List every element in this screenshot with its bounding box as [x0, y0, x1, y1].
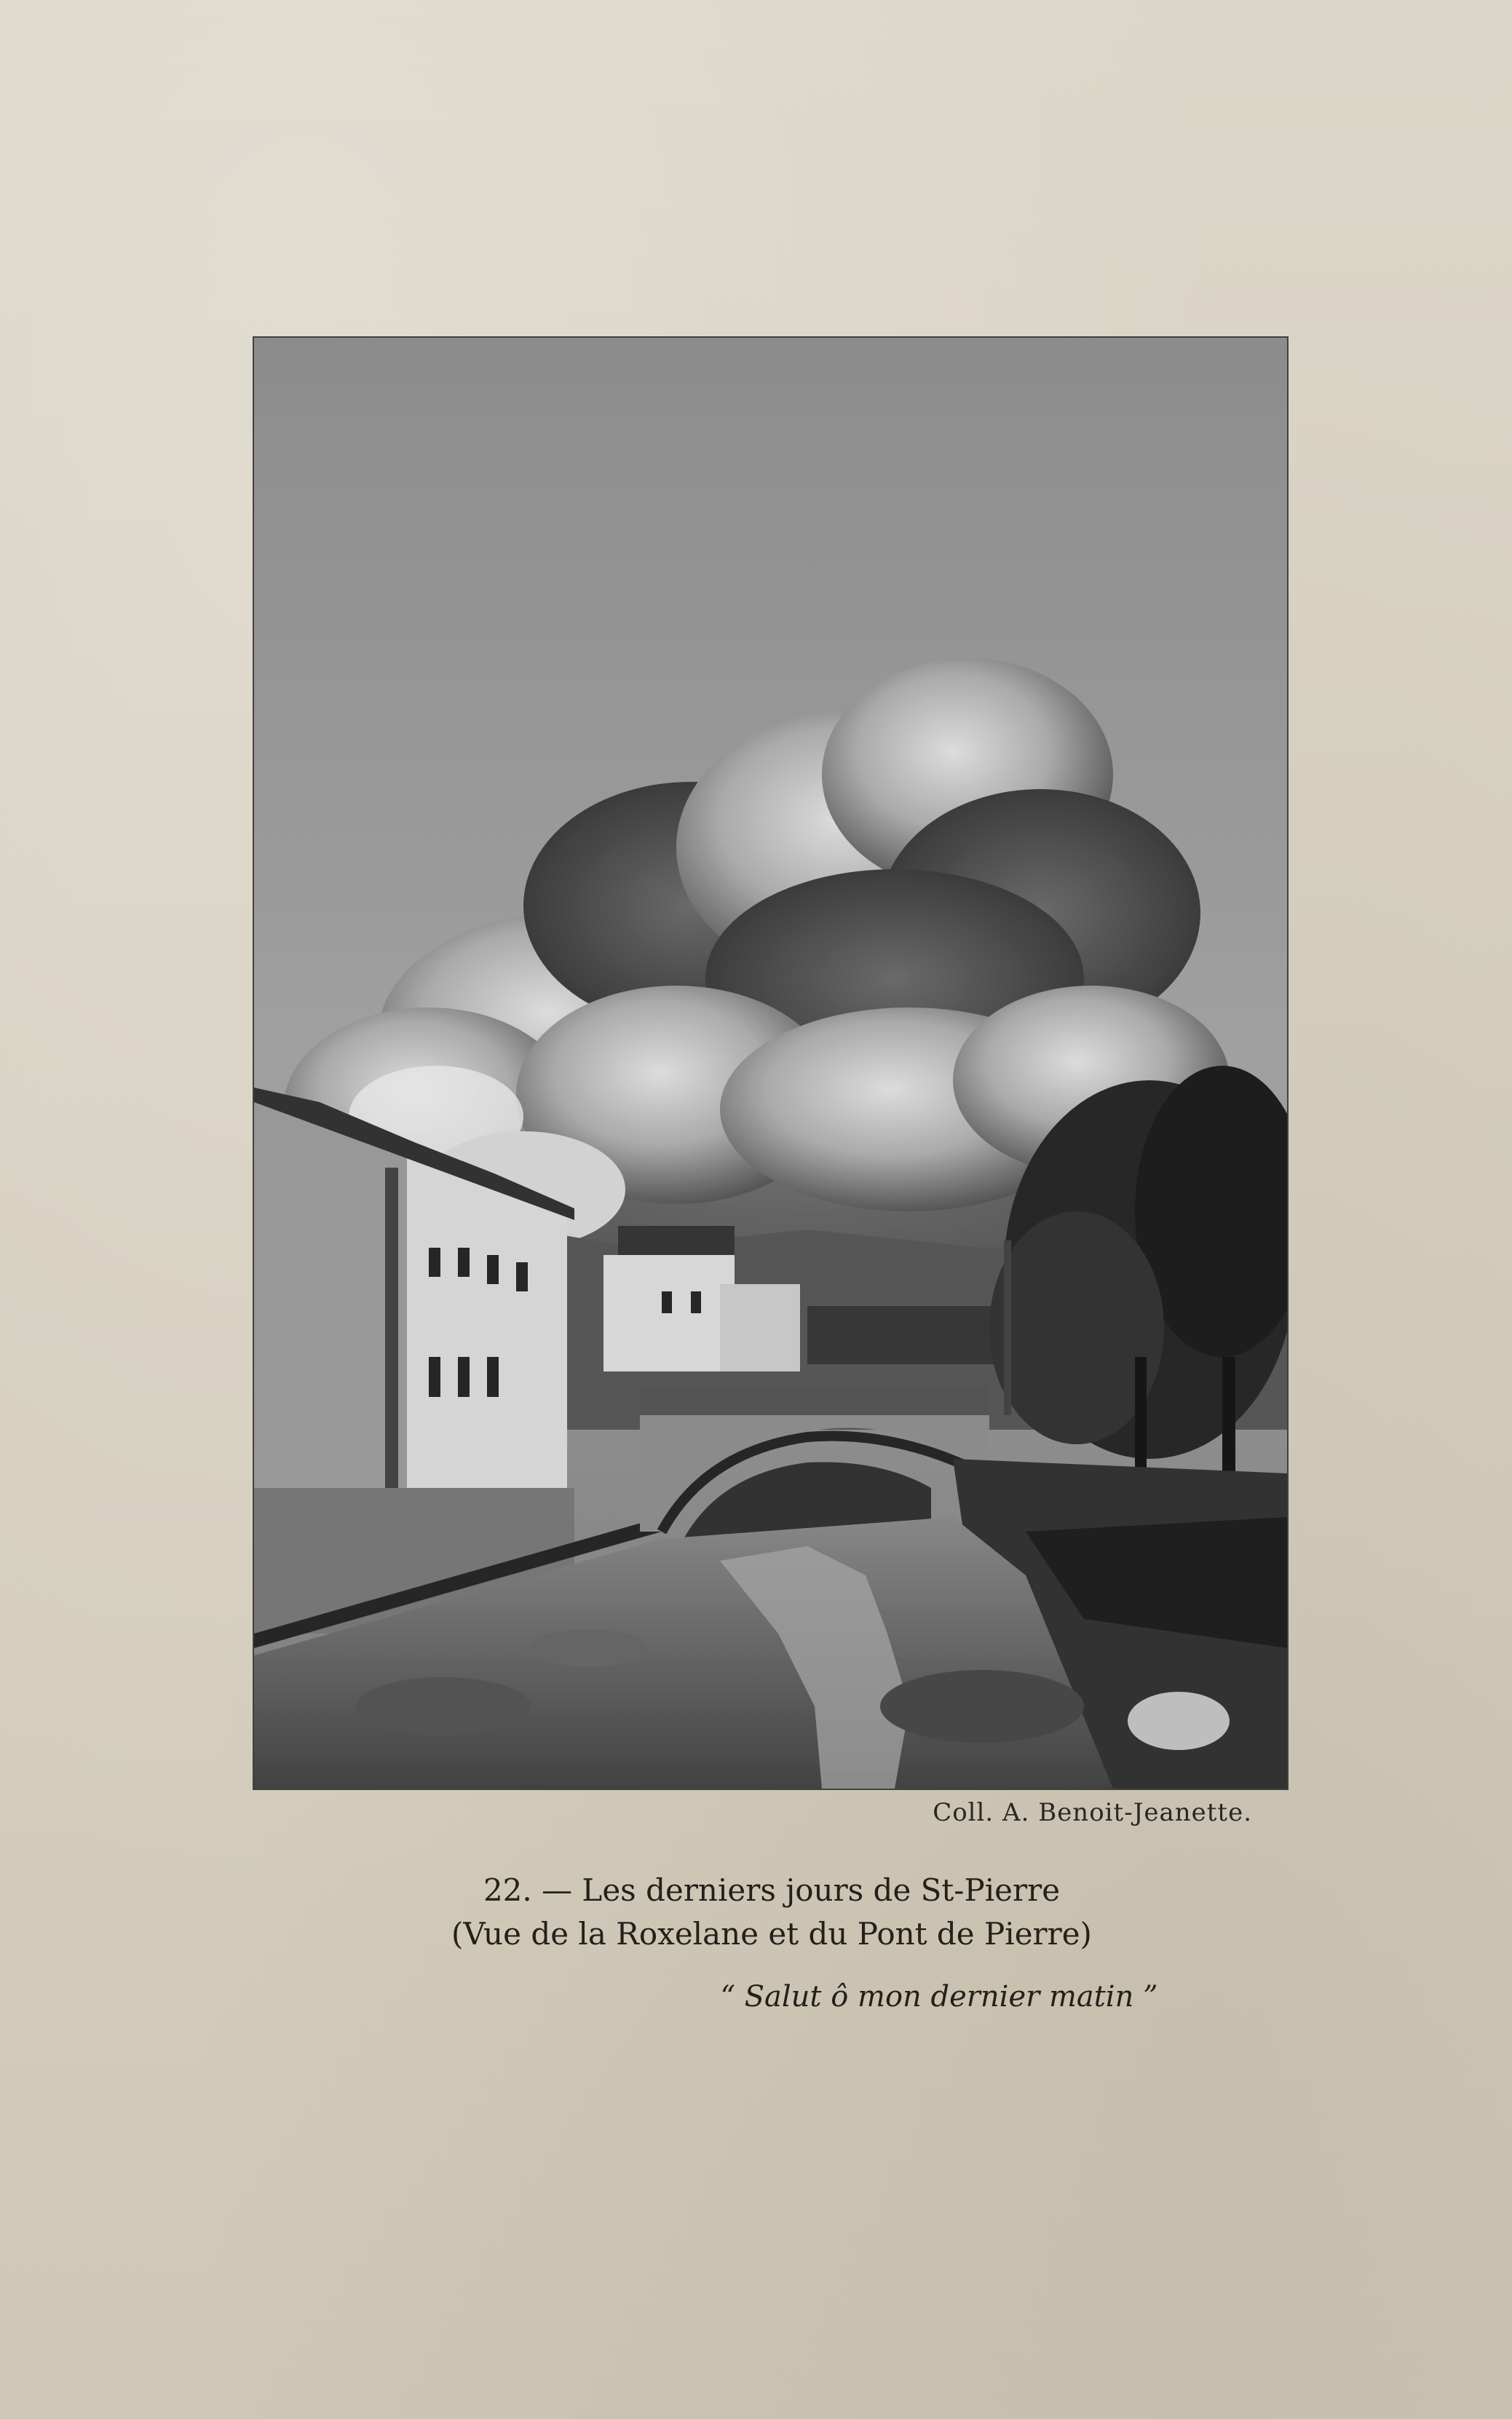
photograph-plate: [253, 336, 1289, 1790]
photograph-illustration: [254, 338, 1287, 1789]
caption-subtitle: (Vue de la Roxelane et du Pont de Pierre): [451, 1916, 1092, 1952]
caption-epigraph: “ Salut ô mon dernier matin ”: [720, 1980, 1158, 2014]
photo-credit: Coll. A. Benoit-Jeanette.: [933, 1798, 1252, 1827]
caption-title: 22. — Les derniers jours de St-Pierre: [483, 1872, 1061, 1908]
